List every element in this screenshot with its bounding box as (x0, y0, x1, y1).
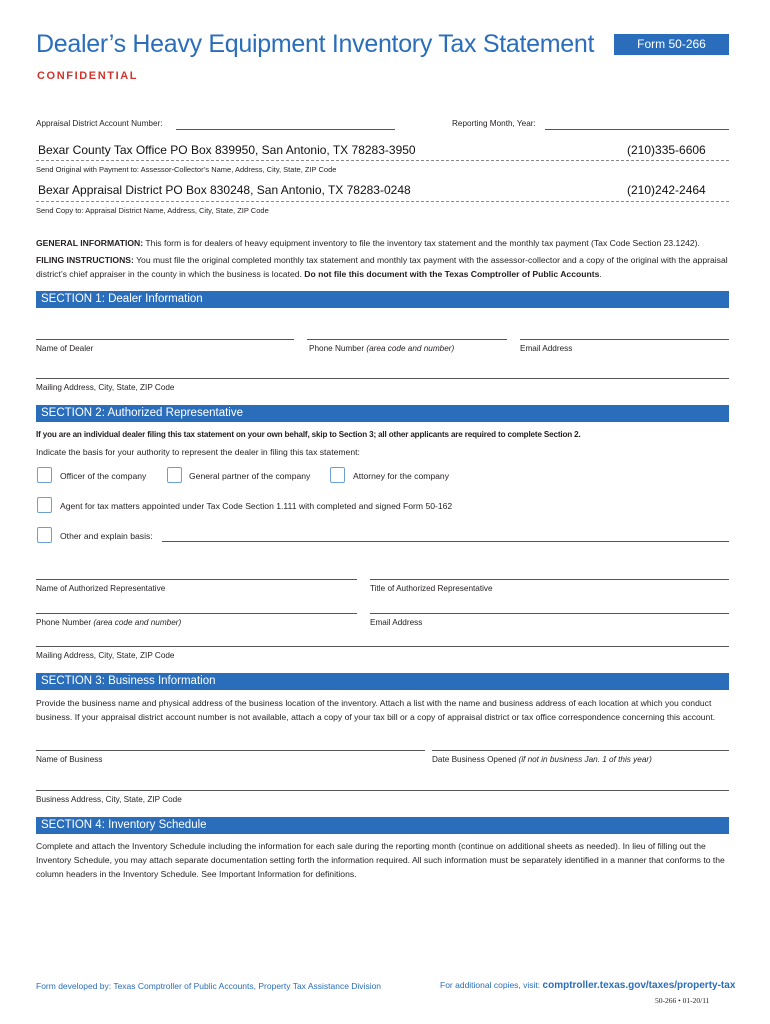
business-name-field[interactable] (36, 750, 425, 751)
account-number-field[interactable] (176, 129, 395, 130)
confidential-label: CONFIDENTIAL (37, 70, 139, 82)
checkbox-officer[interactable] (37, 467, 52, 483)
dealer-phone-field[interactable] (307, 339, 507, 340)
attorney-label: Attorney for the company (353, 471, 450, 481)
filing-instructions (36, 253, 736, 281)
district-label: Send Copy to: Appraisal District Name, Address, City, State, ZIP Code (36, 206, 269, 215)
rep-phone-field[interactable] (36, 613, 357, 614)
form-number-badge: Form 50-266 (614, 34, 729, 55)
general-partner-label: General partner of the company (189, 471, 311, 481)
checkbox-agent[interactable] (37, 497, 52, 513)
dealer-address-field[interactable] (36, 378, 729, 379)
rep-phone-hint: (area code and number) (93, 618, 182, 627)
business-address-label: Business Address, City, State, ZIP Code (36, 795, 182, 804)
section-4-text: Complete and attach the Inventory Schedule including the information for each sale during the reporting month (continue on additional sheets as needed). In lieu of filling out the Inventory Schedule, you may attach separate documentation setting forth the information required. All such information must be separately identified in a manner that conforms to the column headers in the Inventory Schedule. See Important Information for definitions. (36, 841, 725, 879)
general-information-heading: GENERAL INFORMATION: (36, 238, 144, 248)
footer-copies (440, 980, 735, 991)
filing-instructions-end: . (599, 269, 602, 279)
agent-label: Agent for tax matters appointed under Tax Code Section 1.111 with completed and signed Form 50-162 (60, 501, 453, 511)
date-opened-field[interactable] (432, 750, 729, 751)
dealer-email-label: Email Address (520, 344, 573, 353)
rep-name-label: Name of Authorized Representative (36, 584, 166, 593)
section-4-header: SECTION 4: Inventory Schedule (36, 817, 729, 834)
rep-email-field[interactable] (370, 613, 729, 614)
footer-url-link[interactable]: comptroller.texas.gov/taxes/property-tax (542, 980, 736, 991)
account-number-label: Appraisal District Account Number: (36, 119, 163, 128)
checkbox-other[interactable] (37, 527, 52, 543)
filing-instructions-heading: FILING INSTRUCTIONS: (36, 255, 134, 265)
rep-address-label: Mailing Address, City, State, ZIP Code (36, 651, 175, 660)
footer-copies-prefix: For additional copies, visit: (440, 980, 543, 990)
dealer-email-field[interactable] (520, 339, 729, 340)
dealer-phone-label-text: Phone Number (309, 344, 365, 353)
rep-title-field[interactable] (370, 579, 729, 580)
rep-email-label: Email Address (370, 618, 423, 627)
dealer-phone-label (309, 344, 454, 353)
general-information-text: This form is for dealers of heavy equipment inventory to file the inventory tax statement and the monthly tax payment (Tax Code Section 23.1242). (143, 238, 700, 248)
other-label: Other and explain basis: (60, 531, 153, 541)
district-name-field[interactable]: Bexar Appraisal District PO Box 830248, San Antonio, TX 78283-0248 (38, 183, 411, 197)
rep-address-field[interactable] (36, 646, 729, 647)
reporting-month-field[interactable] (545, 129, 729, 130)
collector-underline (36, 160, 729, 161)
filing-instructions-text: You must file the original completed monthly tax statement and monthly tax payment with the assessor-collector and a copy of the original with the appraisal district’s chief appraiser in the county in which the business is located. (36, 255, 728, 279)
rep-phone-label (36, 618, 181, 627)
footer-developer: Form developed by: Texas Comptroller of Public Accounts, Property Tax Assistance Division (36, 981, 382, 991)
collector-name-field[interactable]: Bexar County Tax Office PO Box 839950, San Antonio, TX 78283-3950 (38, 143, 416, 157)
section-2-indicate: Indicate the basis for your authority to represent the dealer in filing this tax statement: (36, 447, 360, 457)
rep-title-label: Title of Authorized Representative (370, 584, 493, 593)
form-title: Dealer’s Heavy Equipment Inventory Tax Statement (36, 30, 595, 58)
dealer-address-label: Mailing Address, City, State, ZIP Code (36, 383, 175, 392)
section-3-header: SECTION 3: Business Information (36, 673, 729, 690)
collector-phone-field[interactable]: (210)335-6606 (627, 143, 706, 157)
district-underline (36, 201, 729, 202)
date-opened-label (432, 755, 652, 764)
filing-instructions-warning: Do not file this document with the Texas Comptroller of Public Accounts (304, 269, 600, 279)
business-address-field[interactable] (36, 790, 729, 791)
footer-form-code: 50-266 • 01-20/11 (655, 996, 710, 1005)
checkbox-general-partner[interactable] (167, 467, 182, 483)
dealer-phone-hint: (area code and number) (366, 344, 455, 353)
section-2-header: SECTION 2: Authorized Representative (36, 405, 729, 422)
other-explain-field[interactable] (162, 541, 729, 542)
collector-label: Send Original with Payment to: Assessor-Collector’s Name, Address, City, State, ZIP Code (36, 165, 337, 174)
reporting-month-label: Reporting Month, Year: (452, 119, 536, 128)
section-2-skip-note: If you are an individual dealer filing this tax statement on your own behalf, skip to Section 3; all other applicants are required to complete Section 2. (36, 430, 581, 439)
section-1-header: SECTION 1: Dealer Information (36, 291, 729, 308)
business-name-label: Name of Business (36, 755, 103, 764)
rep-phone-label-text: Phone Number (36, 618, 92, 627)
dealer-name-label: Name of Dealer (36, 344, 94, 353)
officer-label: Officer of the company (60, 471, 147, 481)
date-opened-hint: (if not in business Jan. 1 of this year) (518, 755, 652, 764)
checkbox-attorney[interactable] (330, 467, 345, 483)
date-opened-label-text: Date Business Opened (432, 755, 517, 764)
general-information (36, 236, 736, 250)
rep-name-field[interactable] (36, 579, 357, 580)
district-phone-field[interactable]: (210)242-2464 (627, 183, 706, 197)
dealer-name-field[interactable] (36, 339, 294, 340)
section-3-text: Provide the business name and physical address of the business location of the inventory. Attach a list with the name and business address of each location at which you conduct business. If your appraisal district account number is not available, attach a copy of your tax bill or a copy of appraisal district or tax office correspondence concerning this account. (36, 698, 716, 722)
